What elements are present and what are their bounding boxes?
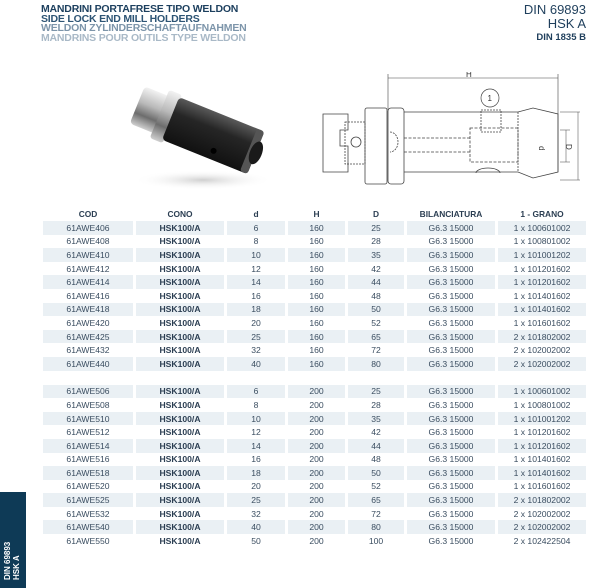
- cell-cono: HSK100/A: [136, 248, 224, 262]
- cell-d: 16: [251, 454, 261, 465]
- table-row: [43, 425, 586, 439]
- col-cono: CONO: [167, 208, 193, 219]
- cell-grano: 1 x 101401602: [513, 454, 571, 465]
- product-photo: [108, 80, 278, 195]
- cell-H: 160: [309, 263, 324, 274]
- taper-label: HSK A: [547, 16, 586, 31]
- cell-bilanciatura: G6.3 15000: [407, 330, 495, 344]
- table-row: [43, 398, 586, 412]
- table-row: [43, 316, 586, 330]
- cell-cod: 61AWE418: [43, 303, 133, 317]
- cell-cod: 61AWE512: [66, 427, 110, 438]
- cell-cod: 61AWE506: [43, 385, 133, 399]
- cell-d: 6: [227, 385, 285, 399]
- cell-cono: HSK100/A: [136, 221, 224, 235]
- technical-drawing: [318, 72, 580, 190]
- spec-table: [40, 206, 589, 548]
- side-tab-label: [3, 520, 21, 580]
- side-tab-line1: DIN 69893: [3, 541, 12, 580]
- dim-d-label: d: [537, 146, 546, 151]
- cell-cono: HSK100/A: [159, 508, 201, 519]
- cell-D: 28: [371, 236, 381, 247]
- table-row: [43, 275, 586, 289]
- cell-cod: 61AWE525: [43, 493, 133, 507]
- dim-D-label: D: [564, 144, 573, 150]
- cell-grano: 1 x 101401602: [513, 290, 571, 301]
- cell-cono: HSK100/A: [159, 236, 201, 247]
- cell-d: 12: [251, 427, 261, 438]
- table-row: [43, 534, 586, 548]
- side-tab-line2: HSK A: [12, 555, 21, 580]
- cell-D: 48: [371, 454, 381, 465]
- cell-grano: 1 x 101201602: [498, 439, 586, 453]
- cell-d: 32: [251, 345, 261, 356]
- table-row: [43, 248, 586, 262]
- cell-H: 200: [309, 481, 324, 492]
- cell-cono: HSK100/A: [136, 385, 224, 399]
- cell-d: 8: [253, 236, 259, 247]
- cell-bilanciatura: G6.3 15000: [407, 439, 495, 453]
- cell-cono: HSK100/A: [159, 427, 201, 438]
- col-cod: COD: [78, 208, 98, 219]
- cell-D: 50: [348, 303, 404, 317]
- cell-D: 65: [348, 330, 404, 344]
- cell-grano: 1 x 100801002: [513, 399, 571, 410]
- cell-d: 32: [251, 508, 261, 519]
- cell-bilanciatura: G6.3 15000: [407, 221, 495, 235]
- standard-block: [524, 3, 586, 45]
- cell-D: 72: [371, 345, 381, 356]
- cell-cod: 61AWE414: [43, 275, 133, 289]
- cell-D: 80: [348, 520, 404, 534]
- cell-grano: 1 x 101001202: [498, 248, 586, 262]
- cell-bilanciatura: G6.3 15000: [407, 357, 495, 371]
- cell-d: 25: [227, 493, 285, 507]
- cell-D: 72: [371, 508, 381, 519]
- title-block: [41, 5, 247, 43]
- cell-H: 160: [288, 303, 345, 317]
- callout-label: 1: [487, 94, 492, 103]
- cell-cono: HSK100/A: [159, 399, 201, 410]
- cell-cod: 61AWE514: [43, 439, 133, 453]
- col-grano: 1 - GRANO: [520, 208, 564, 219]
- cell-H: 200: [309, 454, 324, 465]
- col-d: d: [253, 208, 259, 219]
- cell-cono: HSK100/A: [159, 317, 201, 328]
- cell-cod: 61AWE420: [66, 317, 110, 328]
- cell-grano: 1 x 100801002: [513, 236, 571, 247]
- cell-cod: 61AWE432: [66, 345, 110, 356]
- cell-bilanciatura: G6.3 15000: [407, 493, 495, 507]
- cell-H: 200: [288, 412, 345, 426]
- cell-cono: HSK100/A: [136, 466, 224, 480]
- table-row: [43, 330, 586, 344]
- cell-bilanciatura: G6.3 15000: [407, 385, 495, 399]
- cell-cono: HSK100/A: [136, 357, 224, 371]
- cell-d: 20: [251, 481, 261, 492]
- table-row: [43, 439, 586, 453]
- table-row: [43, 453, 586, 467]
- cell-cono: HSK100/A: [136, 439, 224, 453]
- cell-d: 18: [227, 466, 285, 480]
- cell-cono: HSK100/A: [136, 412, 224, 426]
- cell-bilanciatura: G6.3 15000: [428, 263, 474, 274]
- cell-cono: HSK100/A: [159, 290, 201, 301]
- cell-cono: HSK100/A: [159, 535, 201, 546]
- cell-d: 14: [227, 275, 285, 289]
- cell-bilanciatura: G6.3 15000: [428, 454, 474, 465]
- cell-bilanciatura: G6.3 15000: [428, 290, 474, 301]
- cell-D: 52: [371, 317, 381, 328]
- cell-grano: 1 x 101401602: [498, 303, 586, 317]
- cell-grano: 1 x 101601602: [513, 317, 571, 328]
- cell-H: 200: [309, 535, 324, 546]
- cell-H: 160: [288, 357, 345, 371]
- group-spacer: [43, 371, 586, 385]
- cell-d: 8: [253, 399, 259, 410]
- table-body: [43, 221, 586, 548]
- cell-cono: HSK100/A: [159, 454, 201, 465]
- cell-grano: 2 x 101802002: [498, 493, 586, 507]
- cell-cod: 61AWE412: [66, 263, 110, 274]
- cell-bilanciatura: G6.3 15000: [428, 481, 474, 492]
- cell-H: 160: [288, 330, 345, 344]
- table-row: [43, 343, 586, 357]
- table-row: [43, 493, 586, 507]
- side-tab: [0, 492, 26, 588]
- cell-bilanciatura: G6.3 15000: [407, 248, 495, 262]
- cell-cod: 61AWE408: [66, 236, 110, 247]
- cell-H: 160: [309, 317, 324, 328]
- table-row: [43, 480, 586, 494]
- cell-bilanciatura: G6.3 15000: [428, 427, 474, 438]
- cell-cono: HSK100/A: [159, 481, 201, 492]
- cell-H: 200: [309, 427, 324, 438]
- cell-H: 200: [288, 493, 345, 507]
- cell-d: 6: [227, 221, 285, 235]
- table-row: [43, 262, 586, 276]
- table-row: [43, 466, 586, 480]
- cell-d: 50: [251, 535, 261, 546]
- cell-D: 100: [368, 535, 384, 546]
- spacer-cell: [43, 371, 586, 385]
- dim-H-label: H: [466, 72, 472, 79]
- cell-D: 25: [348, 385, 404, 399]
- cell-cod: 61AWE520: [66, 481, 110, 492]
- cell-grano: 1 x 100601002: [498, 221, 586, 235]
- table-row: [43, 507, 586, 521]
- cell-bilanciatura: G6.3 15000: [407, 520, 495, 534]
- table-row: [43, 357, 586, 371]
- cell-H: 200: [309, 399, 324, 410]
- table-row: [43, 289, 586, 303]
- cell-H: 200: [288, 385, 345, 399]
- title-english: SIDE LOCK END MILL HOLDERS: [41, 12, 200, 25]
- cell-D: 48: [371, 290, 381, 301]
- cell-grano: 1 x 101201602: [513, 427, 571, 438]
- title-italian: MANDRINI PORTAFRESE TIPO WELDON: [41, 3, 239, 15]
- cell-bilanciatura: G6.3 15000: [428, 399, 474, 410]
- cell-d: 14: [227, 439, 285, 453]
- table-row: [43, 385, 586, 399]
- title-german: WELDON ZYLINDERSCHAFTAUFNAHMEN: [41, 22, 247, 35]
- cell-H: 160: [309, 236, 324, 247]
- cell-cono: HSK100/A: [136, 520, 224, 534]
- cell-D: 35: [348, 412, 404, 426]
- title-french: MANDRINS POUR OUTILS TYPE WELDON: [41, 31, 246, 44]
- cell-bilanciatura: G6.3 15000: [428, 508, 474, 519]
- cell-D: 44: [348, 439, 404, 453]
- cell-grano: 1 x 101601602: [513, 481, 571, 492]
- cell-cod: 61AWE516: [66, 454, 110, 465]
- table-row: [43, 412, 586, 426]
- cell-bilanciatura: G6.3 15000: [428, 345, 474, 356]
- cell-grano: 2 x 102002002: [513, 345, 571, 356]
- cell-d: 40: [227, 520, 285, 534]
- cell-H: 160: [309, 345, 324, 356]
- cell-bilanciatura: G6.3 15000: [407, 466, 495, 480]
- cell-grano: 1 x 101401602: [498, 466, 586, 480]
- standard-label: DIN 69893: [523, 2, 586, 17]
- cell-H: 160: [288, 221, 345, 235]
- cell-cod: 61AWE540: [43, 520, 133, 534]
- cell-D: 52: [371, 481, 381, 492]
- cell-D: 42: [371, 263, 381, 274]
- cell-H: 200: [288, 520, 345, 534]
- cell-grano: 1 x 101201602: [498, 275, 586, 289]
- cell-d: 40: [227, 357, 285, 371]
- cell-D: 50: [348, 466, 404, 480]
- cell-bilanciatura: G6.3 15000: [428, 535, 474, 546]
- cell-grano: 2 x 102002002: [498, 357, 586, 371]
- cell-cono: HSK100/A: [136, 493, 224, 507]
- cell-cono: HSK100/A: [159, 345, 201, 356]
- cell-cod: 61AWE532: [66, 508, 110, 519]
- cell-cono: HSK100/A: [159, 263, 201, 274]
- cell-H: 200: [288, 439, 345, 453]
- cell-H: 200: [309, 508, 324, 519]
- cell-cod: 61AWE425: [43, 330, 133, 344]
- cell-grano: 1 x 100601002: [498, 385, 586, 399]
- cell-H: 160: [288, 275, 345, 289]
- cell-grano: 2 x 102422504: [513, 535, 571, 546]
- cell-cod: 61AWE410: [43, 248, 133, 262]
- cell-cod: 61AWE510: [43, 412, 133, 426]
- cell-cono: HSK100/A: [136, 303, 224, 317]
- cell-D: 25: [348, 221, 404, 235]
- table-row: [43, 520, 586, 534]
- cell-cono: HSK100/A: [136, 275, 224, 289]
- cell-d: 10: [227, 248, 285, 262]
- cell-bilanciatura: G6.3 15000: [407, 303, 495, 317]
- cell-cod: 61AWE440: [43, 357, 133, 371]
- table-row: [43, 235, 586, 249]
- cell-d: 25: [227, 330, 285, 344]
- cell-D: 44: [348, 275, 404, 289]
- cell-H: 160: [288, 248, 345, 262]
- cell-D: 42: [371, 427, 381, 438]
- cell-bilanciatura: G6.3 15000: [407, 275, 495, 289]
- cell-grano: 2 x 101802002: [498, 330, 586, 344]
- cell-H: 200: [288, 466, 345, 480]
- cell-bilanciatura: G6.3 15000: [407, 412, 495, 426]
- table-header-row: [43, 206, 586, 221]
- cell-grano: 1 x 101001202: [498, 412, 586, 426]
- cell-cod: 61AWE508: [66, 399, 110, 410]
- cell-d: 12: [251, 263, 261, 274]
- col-D: D: [372, 208, 380, 219]
- cell-d: 10: [227, 412, 285, 426]
- cell-grano: 2 x 102002002: [498, 520, 586, 534]
- table-row: [43, 303, 586, 317]
- cell-d: 16: [251, 290, 261, 301]
- cell-cod: 61AWE416: [66, 290, 110, 301]
- cell-D: 35: [348, 248, 404, 262]
- cell-d: 18: [227, 303, 285, 317]
- cell-grano: 1 x 101201602: [513, 263, 571, 274]
- cell-cod: 61AWE550: [66, 535, 110, 546]
- cell-H: 160: [309, 290, 324, 301]
- col-bilanciatura: BILANCIATURA: [419, 208, 483, 219]
- cell-D: 28: [371, 399, 381, 410]
- cell-cono: HSK100/A: [136, 330, 224, 344]
- cell-cod: 61AWE406: [43, 221, 133, 235]
- cell-cod: 61AWE518: [43, 466, 133, 480]
- col-H: H: [313, 208, 320, 219]
- table-row: [43, 221, 586, 235]
- cell-d: 20: [251, 317, 261, 328]
- sub-standard-label: DIN 1835 B: [536, 32, 586, 43]
- cell-grano: 2 x 102002002: [513, 508, 571, 519]
- cell-bilanciatura: G6.3 15000: [428, 317, 474, 328]
- cell-bilanciatura: G6.3 15000: [428, 236, 474, 247]
- cell-D: 80: [348, 357, 404, 371]
- cell-D: 65: [348, 493, 404, 507]
